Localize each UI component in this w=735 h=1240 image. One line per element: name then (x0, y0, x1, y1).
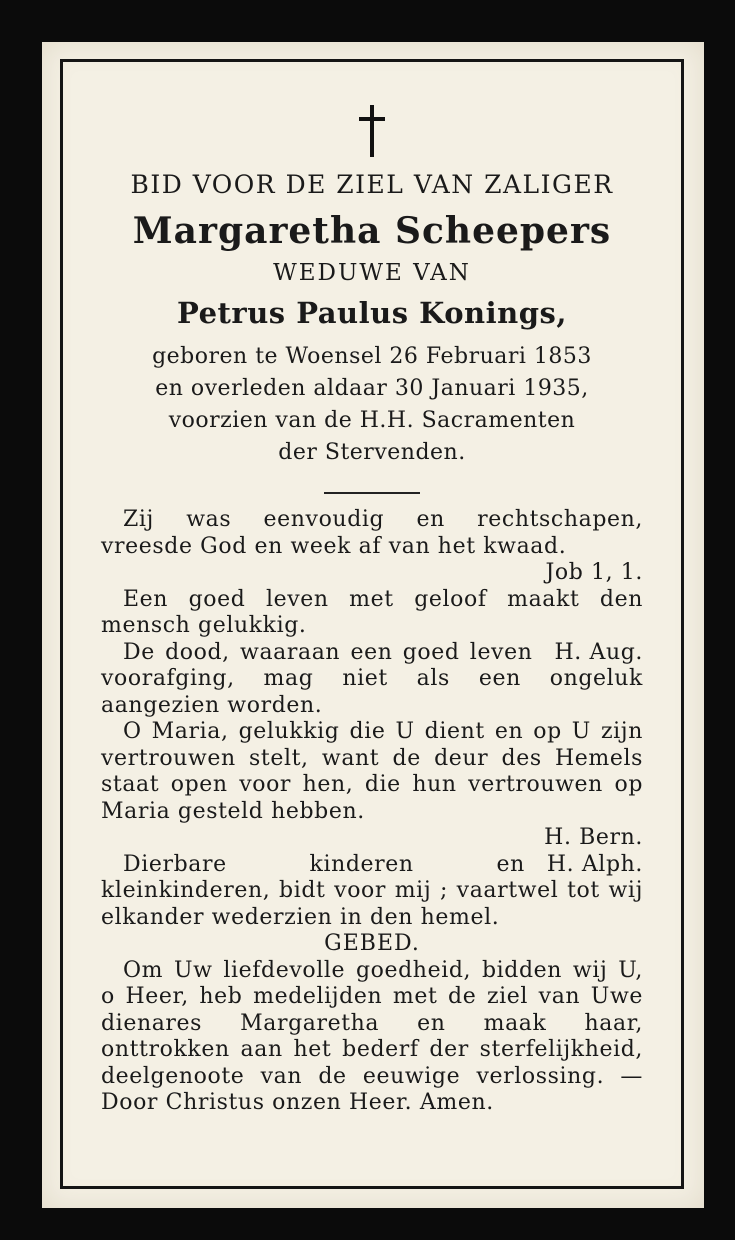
cross-icon (359, 105, 385, 157)
relation-label: WEDUWE VAN (273, 260, 471, 286)
birth-line: geboren te Woensel 26 Februari 1853 (152, 344, 592, 369)
verse-3-text: De dood, waaraan een goed leven voorafging, mag niet als een ongeluk aangezien worden. (101, 639, 643, 718)
prayer-request-line: BID VOOR DE ZIEL VAN ZALIGER (130, 170, 614, 199)
verse-1: Zij was eenvoudig en rechtschapen, vreesde God en week af van het kwaad. (101, 507, 643, 559)
verse-2: Een goed leven met geloof maakt den mensch gelukkig. (101, 586, 643, 638)
prayer-text: Om Uw liefdevolle goedheid, bidden wij U, o Heer, heb medelijden met de ziel van Uwe dienares Margaretha en maak haar, onttrokken aan het bederf der sterfelijkheid, deelgenoote van de eeuwige verlossing. — Door Christus onzen Heer. Amen. (101, 957, 643, 1115)
verse-4 (101, 719, 643, 825)
verse-5-text: Dierbare kinderen en kleinkinderen, bidt voor mij ; vaartwel tot wij elkander wederzien in den hemel. (101, 851, 643, 930)
deceased-name: Margaretha Scheepers (132, 210, 612, 252)
verse-5-source: H. Alph. (546, 851, 643, 877)
prayer-heading: GEBED. (324, 931, 420, 956)
verse-3 (101, 640, 643, 720)
verse-1-source: Job 1, 1. (545, 560, 643, 585)
spouse-name: Petrus Paulus Konings, (177, 296, 567, 330)
memorial-card (42, 42, 704, 1208)
verse-4-text: O Maria, gelukkig die U dient en op U zijn vertrouwen stelt, want de deur des Hemels staat open voor hen, die hun vertrouwen op Maria gesteld hebben. (101, 719, 643, 824)
verse-5 (101, 852, 643, 932)
death-line: en overleden aldaar 30 Januari 1935, (155, 376, 589, 401)
sacraments-line-2: der Stervenden. (278, 440, 466, 465)
verse-4-source: H. Bern. (544, 825, 643, 850)
verses-section (101, 507, 643, 1117)
verse-3-source: H. Aug. (554, 639, 643, 665)
sacraments-line: voorzien van de H.H. Sacramenten (168, 408, 576, 433)
divider (324, 492, 420, 494)
card-frame (60, 59, 684, 1189)
